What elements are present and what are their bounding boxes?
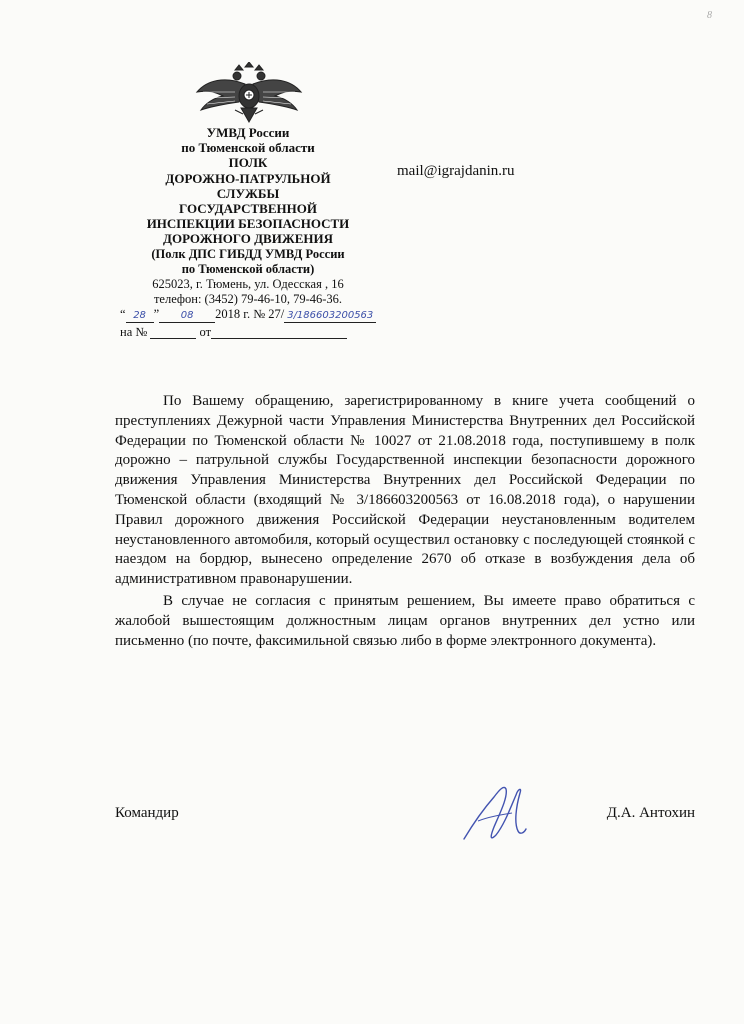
letterhead-line: (Полк ДПС ГИБДД УМВД России <box>151 246 345 261</box>
letterhead-line: по Тюменской области <box>181 140 315 156</box>
outgoing-month: 08 <box>180 310 194 321</box>
quote-close: ” <box>153 307 160 321</box>
letterhead-line: ИНСПЕКЦИИ БЕЗОПАСНОСТИ <box>146 216 350 232</box>
quote-open: “ <box>120 307 126 321</box>
outgoing-day: 28 <box>133 310 146 321</box>
letterhead-line: ДОРОЖНОГО ДВИЖЕНИЯ <box>163 231 333 247</box>
letterhead <box>112 125 384 307</box>
letterhead-line: ДОРОЖНО-ПАТРУЛЬНОЙ <box>165 170 331 186</box>
letter-body <box>115 392 695 653</box>
body-paragraph: В случае не согласия с принятым решением, Вы имеете право обратиться с жалобой вышестоящим должностным лицам органов внутренних дел устно или письменно (по почте, факсимильной связью либо в форме электронного документа). <box>115 592 695 649</box>
outgoing-year-number: 2018 г. № 27/ <box>215 307 285 321</box>
letterhead-line: УМВД России <box>206 125 290 140</box>
letterhead-phone: телефон: (3452) 79-46-10, 79-46-36. <box>153 292 343 307</box>
incoming-from-label: от <box>199 325 212 339</box>
incoming-no-label: на № <box>120 325 148 339</box>
letterhead-line: по Тюменской области) <box>181 261 315 276</box>
outgoing-reference <box>120 306 400 323</box>
signature-icon <box>460 783 530 845</box>
body-paragraph: По Вашему обращению, зарегистрированному в книге учета сообщений о преступлениях Дежурной части Управления Министерства Внутренних дел Российской Федерации по Тюменской области № 10027 от 21.08.2018 года, поступившему в полк дорожно – патрульной службы Государственной инспекции безопасности дорожного движения Управления Министерства Внутренних дел Российской Федерации по Тюменской области (входящий № 3/186603200563 от 16.08.2018 года), о нарушении Правил дорожного движения Российской Федерации неустановленным водителем неустановленного автомобиля, который осуществил остановку с последующей стоянкой с наездом на бордюр, вынесено определение 2670 об отказе в возбуждения дела об административном правонарушении. <box>115 393 695 588</box>
recipient-email: mail@igrajdanin.ru <box>397 163 515 179</box>
letterhead-line: ПОЛК <box>228 155 268 171</box>
letterhead-line: СЛУЖБЫ <box>216 185 280 201</box>
letterhead-line: ГОСУДАРСТВЕННОЙ <box>179 201 317 217</box>
outgoing-reg-number: 3/186603200563 <box>287 310 374 321</box>
signer-position: Командир <box>115 805 179 821</box>
eagle-emblem-icon <box>195 62 303 124</box>
incoming-reference <box>120 324 360 340</box>
signer-name: Д.А. Антохин <box>606 805 695 821</box>
signature-block <box>115 805 695 845</box>
letterhead-address: 625023, г. Тюмень, ул. Одесская , 16 <box>152 277 344 292</box>
page-number-mark: 8 <box>707 10 712 21</box>
